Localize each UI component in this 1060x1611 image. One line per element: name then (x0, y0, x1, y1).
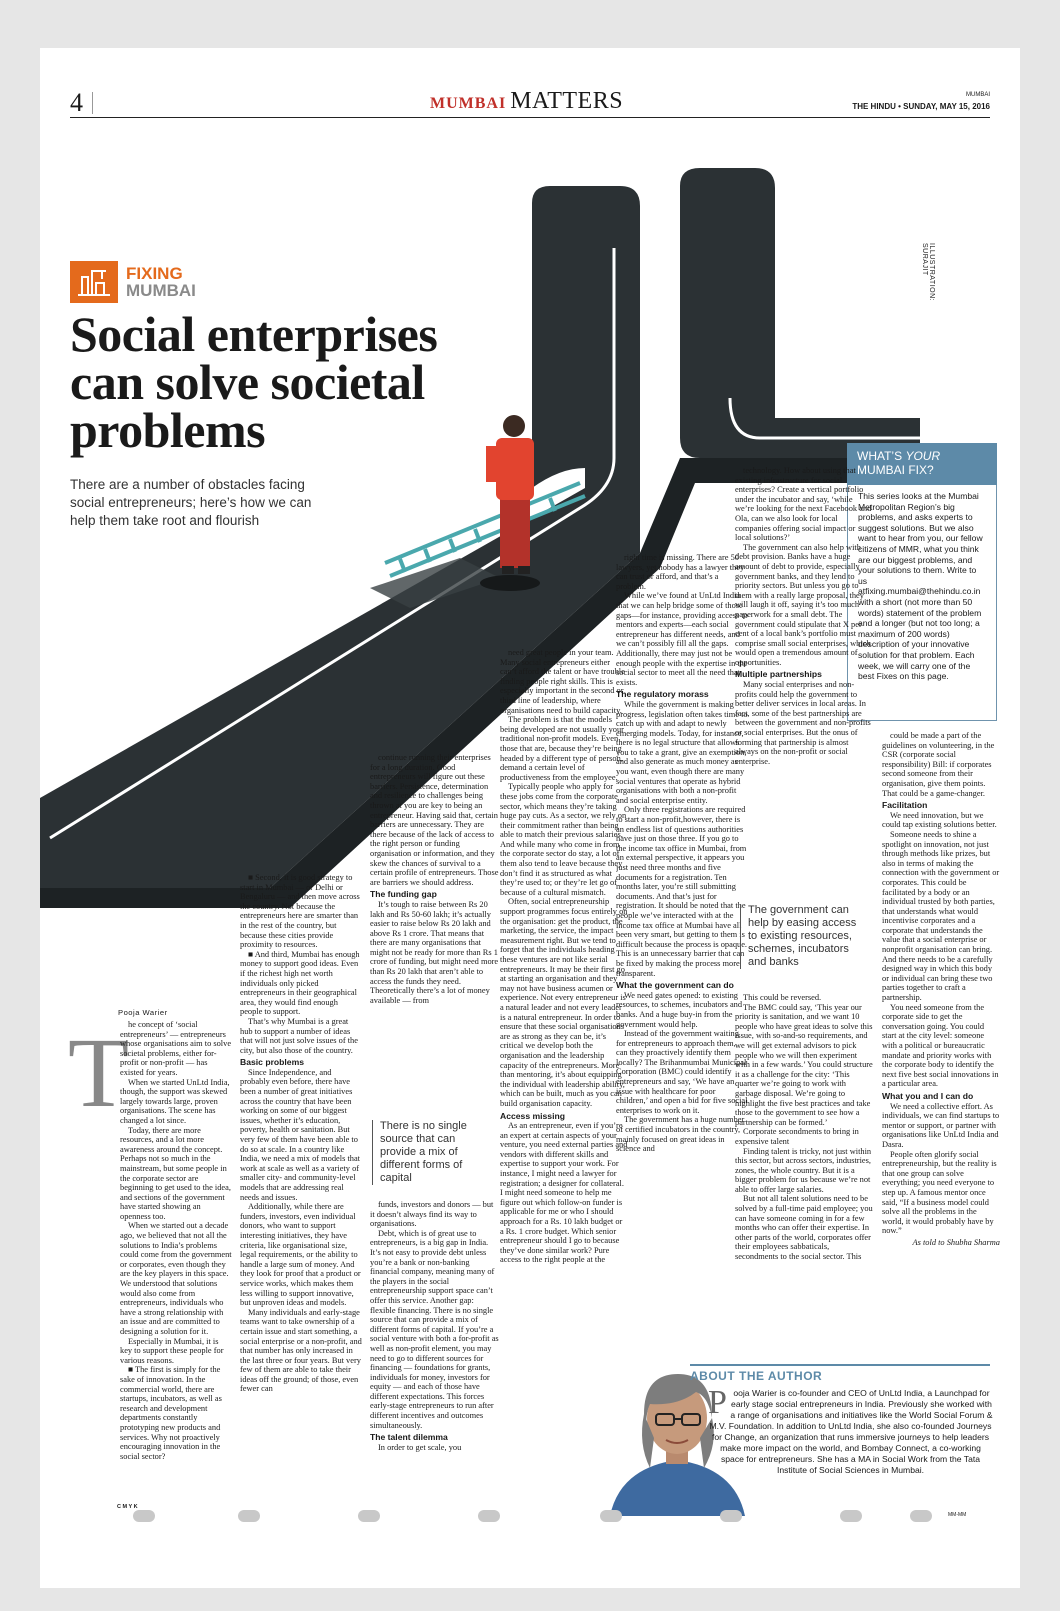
article-paragraph: The BMC could say, ‘This year our priority is sanitation, and we want 10 people who have great ideas to solve this issue, with so-and-so requirements, and we will get external advisors to pick people who we will then experiment with in a few wards.’ You could structure it as a challenge for the city: ‘This quarter we’re going to work with garbage disposal. We’re going to highlight the five best practices and take those to the government to see how a partnership can be formed.’ (735, 1002, 873, 1127)
section-name: MATTERS (510, 88, 624, 114)
fix-title-part-1: WHAT’S (857, 449, 906, 463)
article-paragraph: While we’ve found at UnLtd India that we can help bridge some of those gaps—for instance, providing access to mentors and experts—each social entrepreneur has different needs, and we can’t possibly fill all the gaps. Additionally, there may just not be enough people with the expertise in the social sector to meet all the need that exists. (616, 591, 748, 687)
drop-cap: T (68, 1017, 130, 1128)
article-paragraph: Only three registrations are required to start a non-profit,however, there is an endless list of questions authorities have just on those three. If you go to the income tax office in Mumbai, from an external perspective, it appears you just need three months and five documents for a registration. Ten months later, you’re still submitting documents. And that’s just for registration. It should be noted that the people we’ve interacted with at the income tax office at Mumbai have all been very smart, but getting to them is difficult because the process is opaque. This is an unnecessary barrier that can be fixed by making the process more transparent. (616, 805, 748, 978)
road-top-section (680, 168, 920, 458)
article-subhead: The funding gap (370, 889, 437, 900)
person-shadow (480, 575, 540, 591)
article-subhead: The regulatory morass (616, 689, 709, 700)
as-told-to-credit: As told to Shubha Sharma (912, 1237, 1000, 1247)
article-paragraph: When we started out a decade ago, we believed that not all the solutions to India’s problems could come from the government or corporates, even though they are the key players in this space. We understood that solutions would also come from entrepreneurs, individuals who have a strong relationship with an issue and are committed to designing a solution for it. (120, 1221, 232, 1336)
article-paragraph: But not all talent solutions need to be solved by a full-time paid employee; you can have someone coming in for a few months who can offer their expertise. In other parts of the world, corporates offer their employees sabbaticals, secondments to the social sector. This (735, 1194, 873, 1262)
author-drop-cap: P (708, 1384, 727, 1421)
register-pill (133, 1510, 155, 1522)
article-subhead: What you and I can do (882, 1090, 974, 1101)
article-paragraph: Corporate secondments to bring in expensive talent (735, 1127, 859, 1146)
article-subhead: The talent dilemma (370, 1432, 448, 1443)
cmyk-register-mark: C M Y K (117, 1504, 138, 1510)
pull-quote-2: The government can help by easing access to existing resources, schemes, incubators and banks (740, 904, 858, 969)
article-paragraph: That’s why Mumbai is a great hub to support a number of ideas that will not just solve issues of the city, but also those of the country. (240, 1016, 358, 1055)
article-paragraph: technology. How about using that existing infrastructure for social enterprises? Create a vertical portfolio under the incubator and say, ‘while we’re looking for the next Facebook and Ola, can we also look for local companies offering social impact or local solutions?’ (735, 466, 872, 543)
article-subhead: Facilitation (882, 800, 928, 811)
article-paragraph: It’s tough to raise between Rs 20 lakh and Rs 50-60 lakh; it’s actually easier to raise below Rs 20 lakh and above Rs 1 crore. That means that there are many organisations that might not be ready for more than Rs 1 crore of funding, but might need more than Rs 20 lakh that aren’t able to access the funds they need. Theoretically there’s a lot of money available — from (370, 899, 499, 1005)
article-subhead: What the government can do (616, 980, 734, 991)
article-subhead: Basic problems (240, 1057, 304, 1068)
author-bio: ooja Warier is co-founder and CEO of UnLtd India, a Launchpad for early stage social entrepreneurs in India. Previously she worked with a range of organisations and initiatives like the World Social Forum & M.V. Foundation. In addition to UnLtd India, she also co-founded Journeys for Change, an organization that runs immersive journeys to help leaders make more impact on the world, and Bombay Connect, a co-working space for entrepreneurs. She has a MA in Social Work from the Tata Institute of Social Sciences in Mumbai. (709, 1388, 993, 1475)
article-paragraph: In order to get scale, you (378, 1442, 462, 1452)
article-paragraph: Many social enterprises and non-profits could help the government to better deliver services in local areas. In fact, some of the best partnerships are between the government and non-profits or social enterprises. But the onus of forming that partnership is almost always on the non-profit or social enterprise. (735, 680, 871, 766)
article-paragraph: We need gates opened: to existing resources, to schemes, incubators and banks. And a huge buy-in from the government would help. (616, 990, 743, 1029)
byline: Pooja Warier (118, 1008, 168, 1017)
page-number: 4 (70, 88, 83, 117)
fix-title-part-2: MUMBAI FIX? (857, 463, 934, 477)
article-subhead: Multiple partnerships (735, 669, 822, 680)
fix-title-emphasis: YOUR (905, 449, 941, 463)
illustration-credit: ILLUSTRATION: SURAJIT (921, 243, 935, 302)
register-pill (478, 1510, 500, 1522)
article-column-7 (882, 731, 1000, 1346)
article-paragraph: funds, investors and donors — but it doesn’t always find its way to organisations. (370, 1200, 494, 1229)
article-paragraph: This could be reversed. (743, 993, 822, 1002)
article-paragraph: We need a collective effort. As individuals, we can find startups to mentor or support, or partner with organisations like UnLtd India and Dasra. (882, 1101, 1000, 1149)
article-column-2 (240, 873, 362, 1515)
article-paragraph: You need someone from the corporate side to get the conversation going. You could start at the city level: someone with a political or bureaucratic mandate and priority works with the corporate body to identify the next five best social innovations in a particular area. (882, 1002, 999, 1089)
article-paragraph: Instead of the government waiting for entrepreneurs to approach them, can they proactively identify them locally? The Brihanmumbai Municipal Corporation (BMC) could identify entrepreneurs and say, ‘We have an issue with healthcare for poor children,’ and open a bid for five social enterprises to work on it. (616, 1029, 748, 1115)
article-paragraph: When we started UnLtd India, though, the support was skewed largely towards large, proven organisations. The scene has changed a lot since. (120, 1077, 230, 1125)
your-fix-body: This series looks at the Mumbai Metropolitan Region’s big problems, and asks experts to suggest solutions. But we also want to hear from you, our fellow citizens of MMR, what you think are our biggest problems, and your solutions to them. Write to us atfixing.mumbai@thehindu.co.in with a short (not more than 50 words) statement of the problem and a longer (but not too long; a maximum of 200 words) description of your innovative solution for that problem. Each week, we will carry one of the best Fixes on this page. (847, 485, 997, 721)
article-column-6 (735, 466, 873, 896)
article-paragraph: continue running their enterprises for a long duration. Good entrepreneurs will figure out these barriers. Persistence, determination and resilience to challenges being thrown at you are key to being an entrepreneur. Having said that, certain barriers are unnecessary. They are there because of the lack of access to the right person or funding organisation or information, and they skew the chances of survival to a certain profile of entrepreneurs. Those are barriers we should address. (370, 753, 499, 887)
article-paragraph: The government has a huge number of certified incubators in the country, mainly focused on great ideas in science and (616, 1115, 745, 1154)
article-column-3b (370, 1200, 500, 1515)
article-paragraph: As an entrepreneur, even if you’re an expert at certain aspects of your venture, you need external parties and vendors with different skills and expertise to support your work. For instance, I might need a lawyer for registration; a designer for collateral. I might need someone to help me figure out which follow-on funder is applicable for me or who I should approach for a Rs. 10 lakh budget or a Rs. 1 crore budget. Which senior entrepreneur should I go to because they’ve done similar work? Pure access to the right people at the (500, 1121, 628, 1265)
register-pill (840, 1510, 862, 1522)
about-author-text (708, 1384, 993, 1476)
section-title (430, 88, 623, 115)
about-author-title: ABOUT THE AUTHOR (690, 1364, 990, 1383)
series-kicker (70, 261, 196, 303)
register-pill (238, 1510, 260, 1522)
register-pill (910, 1510, 932, 1522)
section-city: MUMBAI (430, 95, 507, 112)
article-paragraph: he concept of ‘social entrepreneurs’ — entrepreneurs whose organisations aim to solve societal problems, either for-profit or non-profit — has existed for years. (120, 1020, 232, 1077)
article-column-6b (735, 993, 873, 1348)
kicker-line-2: MUMBAI (126, 281, 196, 300)
article-paragraph: The problem is that the models being developed are not usually your traditional non-profit models. Even those that are, because they’re being headed by a different type of person, demand a certain level of productiveness from the employee. (500, 715, 624, 782)
article-paragraph: Debt, which is of great use to entrepreneurs, is a big gap in India. It’s not easy to provide debt unless you’re a bank or non-banking financial company, meaning many of the players in the social entrepreneurship support space can’t offer this service. Another gap: flexible financing. There is no single source that can provide a mix of different forms of capital. If you’re a social venture with both a for-profit as well as non-profit element, you may need to go to different sources for financing — foundations for grants, individuals for money, investors for equity — and each of those have different expectations. This forces early-stage entrepreneurs to run after different incentives and outcomes simultaneously. (370, 1228, 499, 1430)
article-paragraph: Someone needs to shine a spotlight on innovation, not just through methods like prizes, but also in terms of making the connection with the government or corporates. This could be facilitated by a body or an individual trusted by both parties, that understands what would incentivise corporates and a corporate that understands the value that a social enterprise or nonprofit organisation can bring. And there needs to be a carefully designed way in which this body or individual can bring these two parties together to craft a partnership. (882, 829, 1000, 1003)
article-column-1 (120, 1020, 232, 1515)
page-id: MM-MM (948, 1512, 967, 1518)
newspaper-page (40, 48, 1020, 1588)
article-paragraph: Often, social entrepreneurship support programmes focus entirely on the organisation: get the product, the marketing, the service, the impact measurement right. But we tend to forget that the individuals heading these ventures are not like serial entrepreneurs. It may be their first go at starting an organisation and they may not have business acumen or experience. Not every entrepreneur is a natural leader and not every leader is a natural entrepreneur. In order to ensure that these social organisations are as strong as they can be, it’s critical we develop both the organisation and the leadership capacity of the entrepreneurs. More than mentoring, it’s about equipping the individual with leadership ability, which can be built, much as you can build organisation capacity. (500, 897, 628, 1108)
dateline: THE HINDU • SUNDAY, MAY 15, 2016 (852, 102, 990, 111)
article-paragraph: right time is missing. There are 50 lawyers, yet nobody has a lawyer they can trust or afford, and that’s a problem. (616, 553, 745, 591)
article-paragraph: People often glorify social entrepreneurship, but the reality is that one group can solve everything; you need everyone to step up. A famous mentor once said, “If a business model could solve all the problems in the world, it would probably have by now.” (882, 1149, 997, 1236)
standfirst: There are a number of obstacles facing social entrepreneurs; here’s how we can help them take root and flourish (70, 477, 312, 528)
article-column-5 (616, 553, 748, 1345)
register-pill (358, 1510, 380, 1522)
crane-skyline-icon (70, 261, 118, 303)
header-divider (92, 92, 93, 114)
article-paragraph: While the government is making progress, legislation often takes time to catch up with and adapt to newly emerging models. Today, for instance, there is no legal structure that allows you to take a grant, give an exemption, and also generate as much money as you want, even though there are many social ventures that operate as hybrid organisations with both a non-profit and social enterprise entity. (616, 699, 748, 805)
page-header (70, 88, 990, 118)
road-rising-section (532, 186, 640, 548)
article-paragraph: Since Independence, and probably even before, there have been a number of great initiatives across the country that have been working on some of our biggest issues, whether it’s education, poverty, health or sanitation. But very few of them have been able to do so at scale. In a country like India, we need a mix of models that work at scale as well as a variety of smaller city- and community-level models that are addressing real needs and issues. (240, 1067, 361, 1202)
register-pill (600, 1510, 622, 1522)
kicker-line-1: FIXING (126, 264, 183, 283)
headline: Social enterprises can solve societal problems (70, 306, 438, 458)
article-paragraph: The government can also help with debt provision. Banks have a huge amount of debt to provide, especially government banks, and they lend to priority sectors. But unless you go to them with a really large proposal, they will laugh it off, saying it’s too much paperwork for a small debt. The government could stipulate that X per cent of a local bank’s portfolio must comprise small social enterprises, which would open a tremendous amount of opportunities. (735, 542, 871, 667)
article-paragraph: ■ The first is simply for the sake of innovation. In the commercial world, there are startups, incubators, as well as research and development departments constantly prototyping new products and services. Why not proactively encouraging innovation in the social sector? (120, 1365, 222, 1461)
article-paragraph: Typically people who apply for these jobs come from the corporate sector, which means they’re taking huge pay cuts. As a sector, we rely on their commitment rather than being able to match their previous salaries. And while many who come in from the corporate sector do stay, a lot of them also tend to leave because they don’t find it as structured as what they’re used to; or they’re let go of because of a cultural mismatch. (500, 782, 627, 897)
article-paragraph: ■ And third, Mumbai has enough money to support good ideas. Even if the richest high net worth individuals only picked entrepreneurs in their geographical area, they would find enough people to support. (240, 949, 360, 1017)
article-paragraph: ■ Second, it is good strategy to start in Mumbai — or Delhi or Bengaluru — and then move across the country. Not because the entrepreneurs here are smarter than in the rest of the country, but because these cities provide proximity to resources. (240, 873, 360, 950)
article-paragraph: Many individuals and early-stage teams want to take ownership of a certain issue and start something, a social enterprise or a non-profit, and that number has only increased in the last three or four years. But very few of them are able to take their ideas off the ground; of those, even fewer can (240, 1307, 362, 1394)
article-paragraph: need great people in your team. Many social entrepreneurs either can’t afford the talent or have trouble finding people right skills. This is especially important in the second or third line of leadership, where organisations need to build capacity. (500, 648, 625, 715)
article-paragraph: Today, there are more resources, and a lot more awareness around the concept. Perhaps not so much in the mainstream, but some people in the corporate sector are beginning to get used to the idea, and sections of the government have started showing an openness too. (120, 1125, 231, 1221)
article-paragraph: Additionally, while there are funders, investors, even individual donors, who want to support interesting initiatives, they have criteria, like organisational size, legal requirements, or the ability to handle a large sum of money. And they look for proof that a product or service works, which makes them less willing to support innovative, but unproven ideas and models. (240, 1202, 361, 1308)
header-edition: MUMBAI (966, 92, 990, 98)
article-paragraph: Especially in Mumbai, it is key to support these people for various reasons. (120, 1336, 224, 1365)
article-paragraph: Finding talent is tricky, not just within this sector, but across sectors, industries, zones, the whole country. But it is a bigger problem for us because we’re not able to offer large salaries. (735, 1146, 872, 1194)
article-column-3 (370, 753, 500, 1113)
article-paragraph: could be made a part of the guidelines on volunteering, in the CSR (corporate social responsibility) Bill: if corporates second someone from their organisation, give them points. That could be a game-changer. (882, 731, 995, 798)
register-pill (720, 1510, 742, 1522)
pull-quote-1: There is no single source that can provide a mix of different forms of capital (372, 1120, 492, 1185)
article-subhead: Access missing (500, 1110, 565, 1121)
article-paragraph: We need innovation, but we could tap existing solutions better. (882, 810, 997, 830)
